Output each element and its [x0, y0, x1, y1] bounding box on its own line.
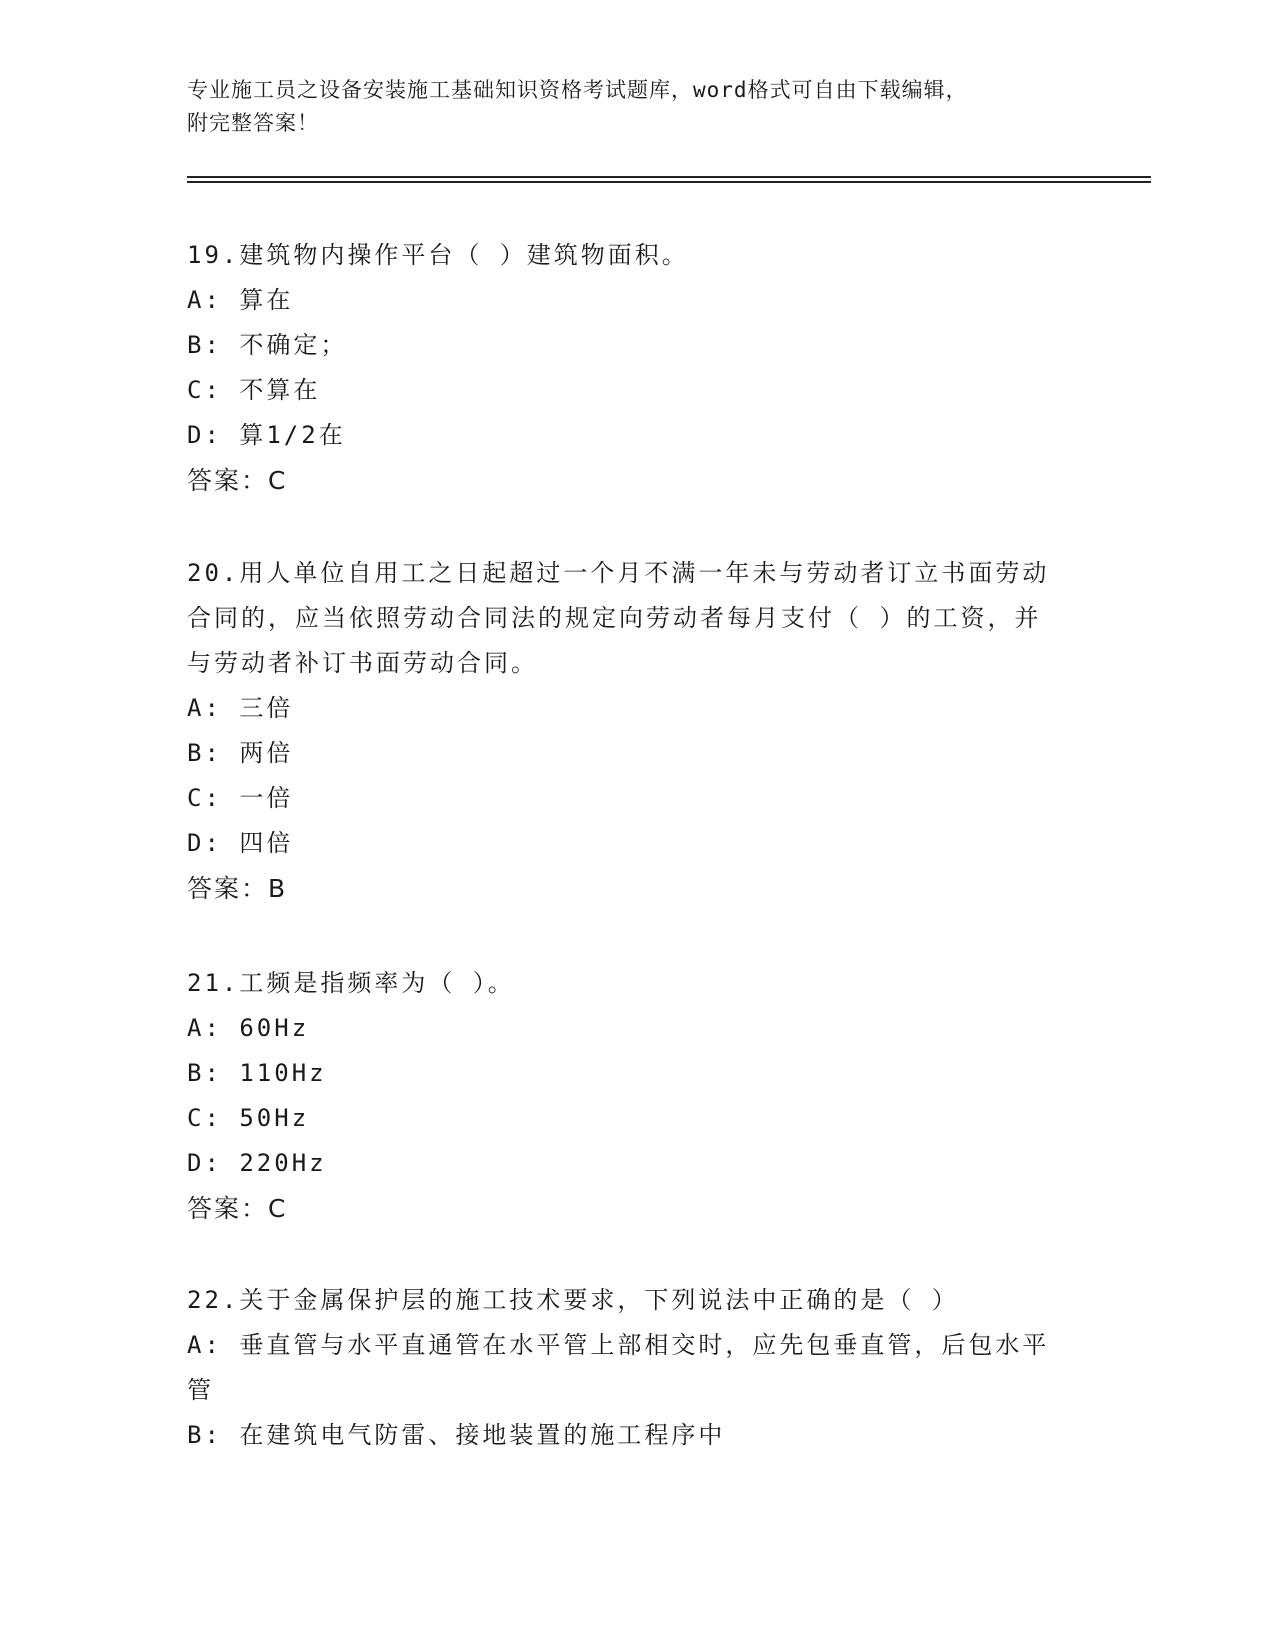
option-b: B: 不确定；: [187, 331, 348, 359]
question-stem: 21.工频是指频率为（ ）。: [187, 969, 515, 997]
question-stem: 19.建筑物内操作平台（ ）建筑物面积。: [187, 241, 689, 269]
question-21: [187, 961, 1067, 1231]
option-d: D: 算1/2在: [187, 421, 346, 449]
option-a: A: 垂直管与水平直通管在水平管上部相交时，应先包垂直管，后包水平管: [187, 1331, 1050, 1404]
answer: 答案：B: [187, 874, 288, 903]
option-a: A: 60Hz: [187, 1014, 310, 1042]
option-b: B: 110Hz: [187, 1059, 327, 1087]
question-20: [187, 551, 1067, 911]
option-d: D: 220Hz: [187, 1149, 327, 1177]
option-d: D: 四倍: [187, 829, 294, 857]
header-divider-top: [187, 176, 1151, 178]
option-a: A: 三倍: [187, 694, 294, 722]
option-b: B: 两倍: [187, 739, 294, 767]
question-22: [187, 1278, 1067, 1458]
question-19: [187, 233, 1067, 503]
answer: 答案：C: [187, 466, 288, 495]
question-stem: 22.关于金属保护层的施工技术要求，下列说法中正确的是（ ）: [187, 1286, 959, 1314]
answer: 答案：C: [187, 1194, 288, 1223]
option-b: B: 在建筑电气防雷、接地装置的施工程序中: [187, 1421, 726, 1449]
header-line-1: 专业施工员之设备安装施工基础知识资格考试题库，word格式可自由下载编辑，: [187, 78, 968, 102]
option-c: C: 一倍: [187, 784, 294, 812]
option-c: C: 50Hz: [187, 1104, 310, 1132]
header-line-2: 附完整答案！: [187, 111, 319, 135]
option-c: C: 不算在: [187, 376, 321, 404]
document-header: [187, 74, 1087, 140]
header-divider-bottom: [187, 181, 1151, 183]
question-stem: 20.用人单位自用工之日起超过一个月不满一年未与劳动者订立书面劳动合同的，应当依照劳动合同法的规定向劳动者每月支付（ ）的工资，并与劳动者补订书面劳动合同。: [187, 559, 1050, 677]
option-a: A: 算在: [187, 286, 294, 314]
